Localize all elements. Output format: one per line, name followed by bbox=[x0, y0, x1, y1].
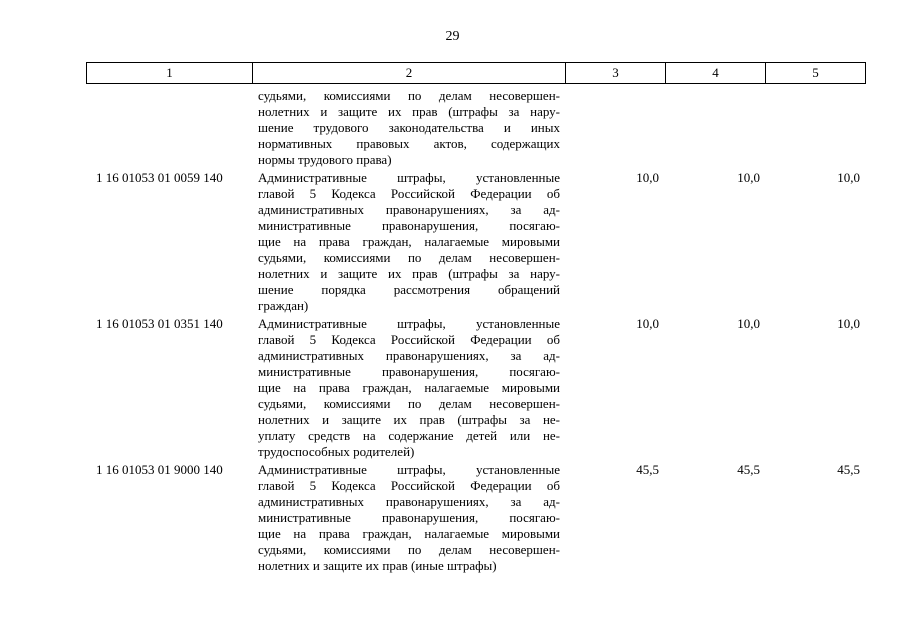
header-col-2: 2 bbox=[253, 63, 566, 84]
description-line: нолетних и защите их прав (штрафы за нару- bbox=[258, 266, 560, 281]
value-col-4: 10,0 bbox=[737, 170, 760, 185]
row-description bbox=[258, 88, 560, 168]
value-col-3: 10,0 bbox=[636, 170, 659, 185]
description-line: Административные штрафы, установленные bbox=[258, 316, 560, 331]
description-line: шение трудового законодательства и иных bbox=[258, 120, 560, 135]
budget-code: 1 16 01053 01 0059 140 bbox=[96, 170, 223, 185]
header-col-4: 4 bbox=[666, 63, 766, 84]
row-description bbox=[258, 462, 560, 574]
row-description bbox=[258, 170, 560, 314]
description-line: нормативных правовых актов, содержащих bbox=[258, 136, 560, 151]
value-col-5: 45,5 bbox=[837, 462, 860, 477]
description-line: административных правонарушениях, за ад- bbox=[258, 494, 560, 509]
description-line: нолетних и защите их прав (штрафы за не- bbox=[258, 412, 560, 427]
description-line: Административные штрафы, установленные bbox=[258, 462, 560, 477]
value-col-4: 45,5 bbox=[737, 462, 760, 477]
value-col-4: 10,0 bbox=[737, 316, 760, 331]
description-line: министративные правонарушения, посягаю- bbox=[258, 364, 560, 379]
value-col-5: 10,0 bbox=[837, 170, 860, 185]
description-line: щие на права граждан, налагаемые мировыми bbox=[258, 526, 560, 541]
description-line: министративные правонарушения, посягаю- bbox=[258, 218, 560, 233]
description-line: щие на права граждан, налагаемые мировыми bbox=[258, 234, 560, 249]
description-line: судьями, комиссиями по делам несовершен- bbox=[258, 396, 560, 411]
description-line: нормы трудового права) bbox=[258, 152, 392, 167]
description-line: трудоспособных родителей) bbox=[258, 444, 415, 459]
description-line: граждан) bbox=[258, 298, 309, 313]
header-col-1: 1 bbox=[87, 63, 253, 84]
description-line: министративные правонарушения, посягаю- bbox=[258, 510, 560, 525]
description-line: главой 5 Кодекса Российской Федерации об bbox=[258, 186, 560, 201]
description-line: судьями, комиссиями по делам несовершен- bbox=[258, 250, 560, 265]
description-line: административных правонарушениях, за ад- bbox=[258, 202, 560, 217]
row-description bbox=[258, 316, 560, 460]
description-line: уплату средств на содержание детей или не- bbox=[258, 428, 560, 443]
page-number: 29 bbox=[445, 29, 460, 44]
description-line: Административные штрафы, установленные bbox=[258, 170, 560, 185]
value-col-3: 10,0 bbox=[636, 316, 659, 331]
description-line: нолетних и защите их прав (иные штрафы) bbox=[258, 558, 497, 573]
value-col-5: 10,0 bbox=[837, 316, 860, 331]
budget-code: 1 16 01053 01 9000 140 bbox=[96, 462, 223, 477]
description-line: нолетних и защите их прав (штрафы за нару- bbox=[258, 104, 560, 119]
description-line: главой 5 Кодекса Российской Федерации об bbox=[258, 332, 560, 347]
header-row bbox=[87, 63, 866, 84]
column-number-header bbox=[86, 62, 866, 84]
budget-code: 1 16 01053 01 0351 140 bbox=[96, 316, 223, 331]
description-line: судьями, комиссиями по делам несовершен- bbox=[258, 542, 560, 557]
header-col-3: 3 bbox=[566, 63, 666, 84]
header-col-5: 5 bbox=[766, 63, 866, 84]
description-line: главой 5 Кодекса Российской Федерации об bbox=[258, 478, 560, 493]
description-line: судьями, комиссиями по делам несовершен- bbox=[258, 88, 560, 103]
description-line: щие на права граждан, налагаемые мировыми bbox=[258, 380, 560, 395]
description-line: административных правонарушениях, за ад- bbox=[258, 348, 560, 363]
value-col-3: 45,5 bbox=[636, 462, 659, 477]
description-line: шение порядка рассмотрения обращений bbox=[258, 282, 560, 297]
